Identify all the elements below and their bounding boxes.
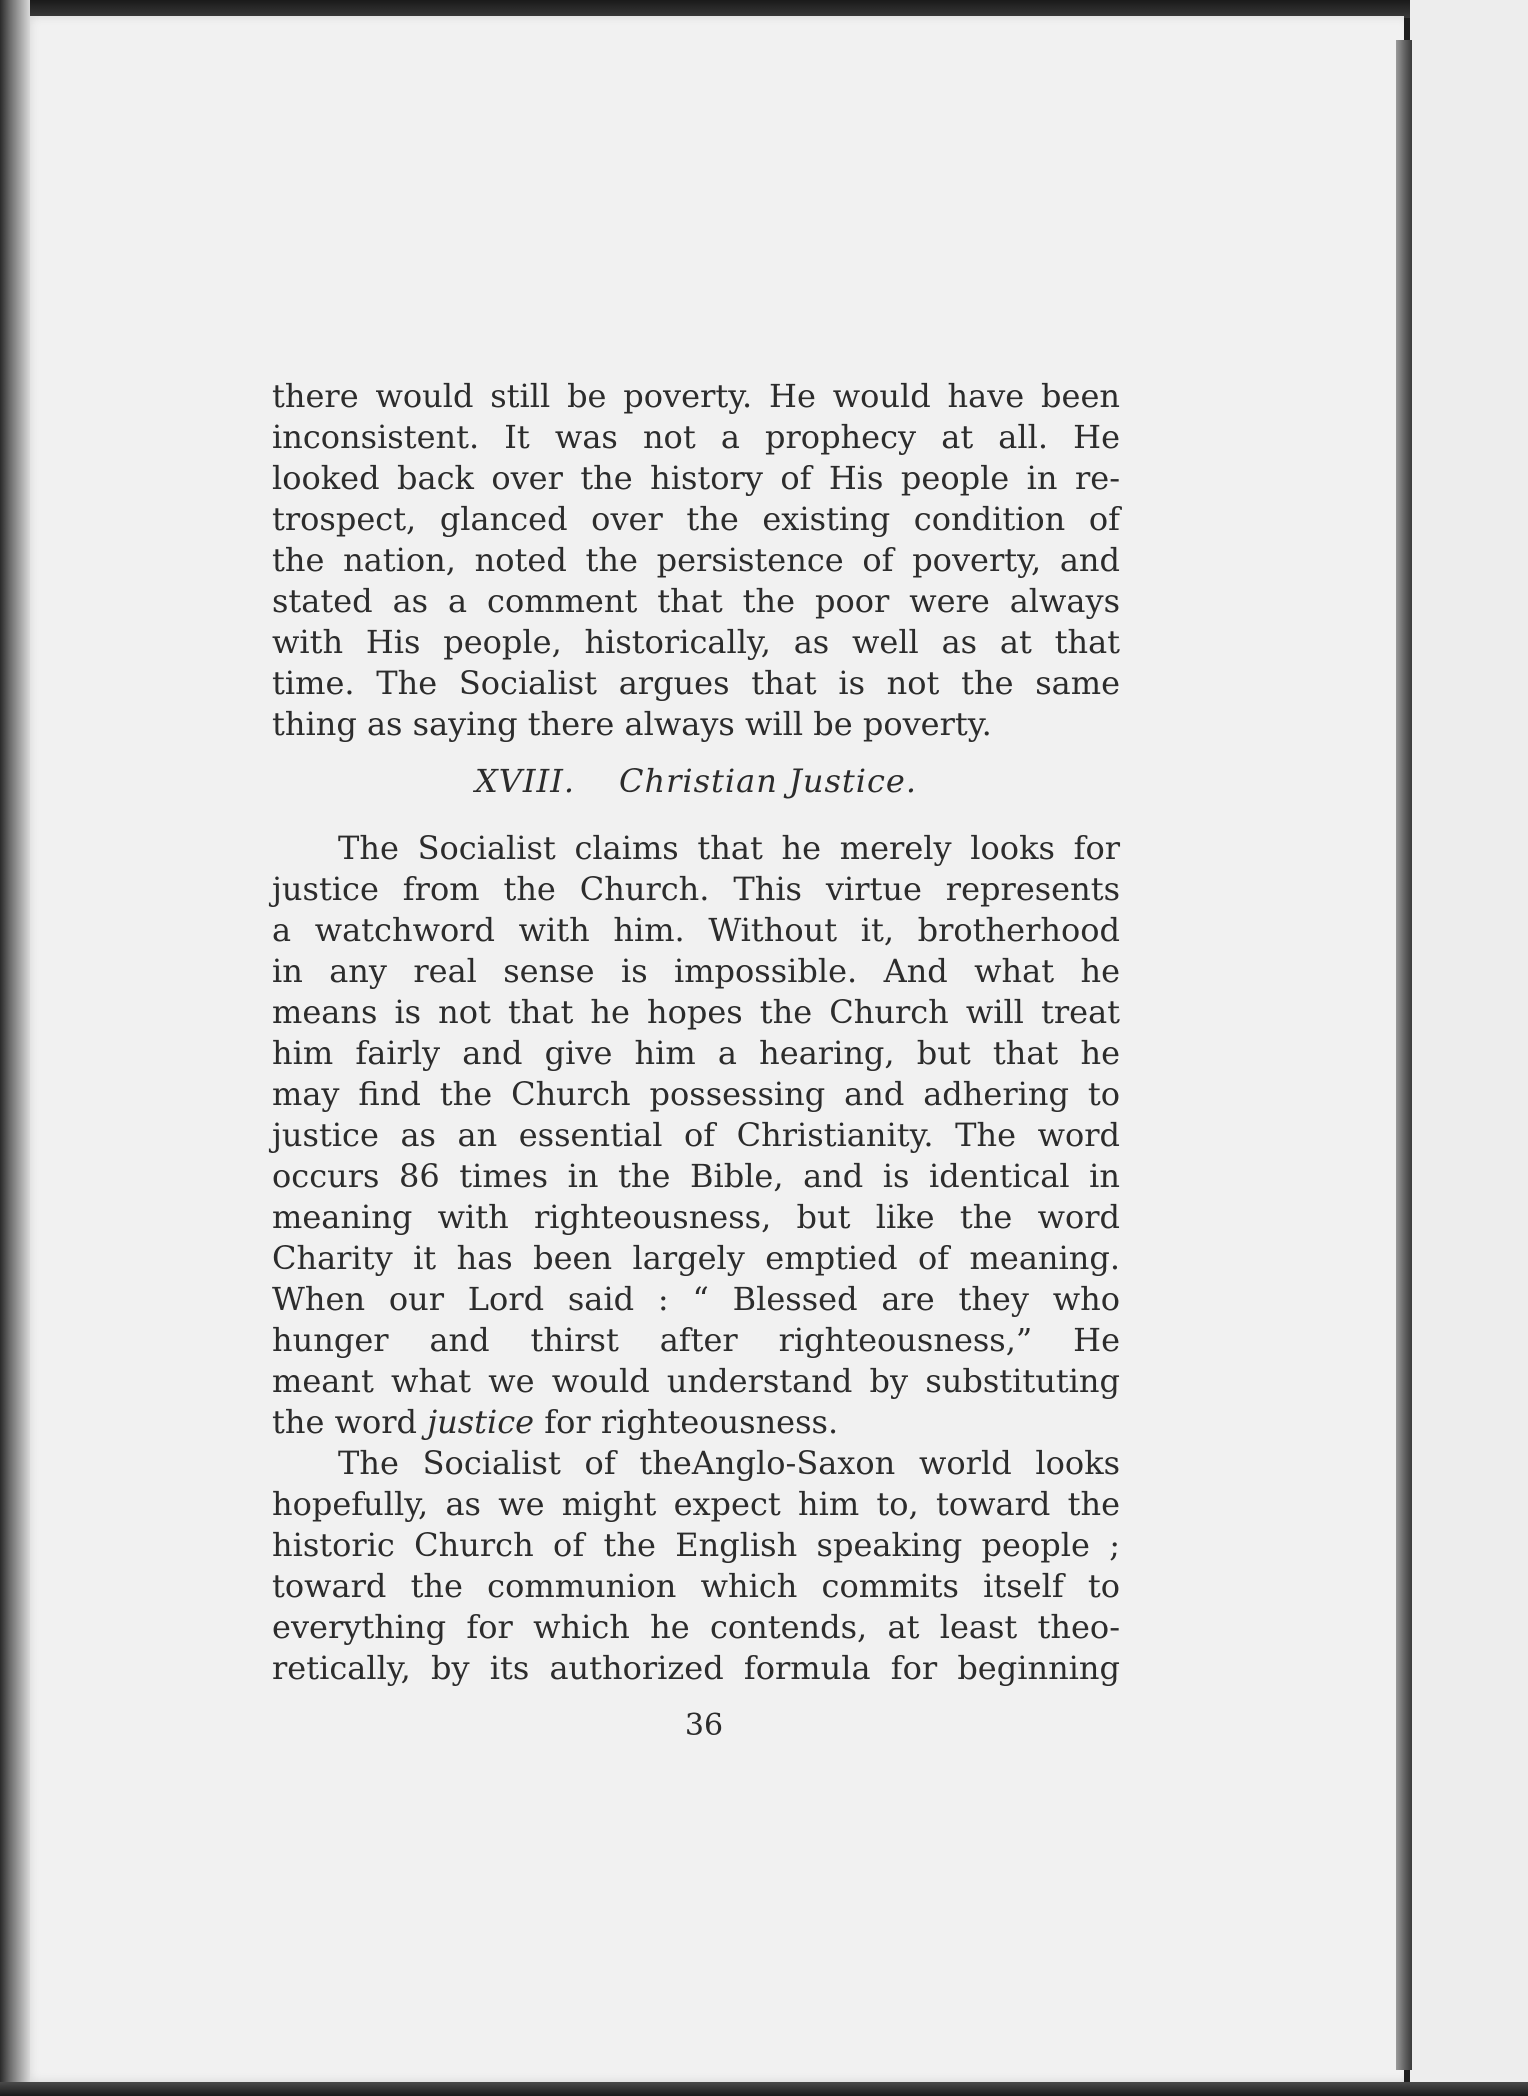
text-line: stated as a comment that the poor were always [272,582,1120,620]
text-fragment: for righteousness. [534,1403,839,1441]
text-line [272,1402,1120,1443]
text-line: thing as saying there always will be poverty. [272,705,992,743]
text-line: with His people, historically, as well as at that [272,623,1120,661]
text-line: toward the communion which commits itself to [272,1567,1120,1605]
text-fragment: the word [272,1403,428,1441]
text-line: hunger and thirst after righteousness,” He [272,1321,1120,1359]
text-line: meant what we would understand by substituting [272,1362,1120,1400]
text-line: The Socialist claims that he merely looks for [338,829,1120,867]
italic-word: justice [427,1403,535,1441]
text-line: the nation, noted the persistence of poverty, and [272,541,1120,579]
text-line: everything for which he contends, at least theo- [272,1608,1120,1646]
page-number-text: 36 [684,1708,724,1743]
paragraph-3 [272,1443,1120,1689]
text-line: trospect, glanced over the existing condition of [272,500,1120,538]
section-number: XVIII. [475,762,575,800]
text-line: means is not that he hopes the Church will treat [272,993,1120,1031]
paragraph-2 [272,828,1120,1443]
text-line: in any real sense is impossible. And what he [272,952,1120,990]
page-text [272,376,1120,1689]
text-line: may find the Church possessing and adhering to [272,1075,1120,1113]
page-number [0,1708,1528,1743]
text-line: hopefully, as we might expect him to, toward the [272,1485,1120,1523]
text-line: a watchword with him. Without it, brotherhood [272,911,1120,949]
text-line: The Socialist of theAnglo-Saxon world looks [338,1444,1120,1482]
text-line: justice from the Church. This virtue represents [272,870,1120,908]
left-page-edge [0,0,30,2096]
text-line: retically, by its authorized formula for beginning [272,1649,1120,1687]
text-line: historic Church of the English speaking people ; [272,1526,1120,1564]
text-line: time. The Socialist argues that is not the same [272,664,1120,702]
paragraph-1 [272,376,1120,745]
text-line: there would still be poverty. He would have been [272,377,1120,415]
text-line: meaning with righteousness, but like the word [272,1198,1120,1236]
text-line: looked back over the history of His people in re- [272,459,1120,497]
bottom-edge [0,2082,1528,2096]
text-line: Charity it has been largely emptied of meaning. [272,1239,1120,1277]
facing-page-edge [1410,0,1528,2096]
section-heading [272,761,1120,802]
text-line: him fairly and give him a hearing, but that he [272,1034,1120,1072]
text-line: justice as an essential of Christianity. The word [272,1116,1120,1154]
text-line: inconsistent. It was not a prophecy at all. He [272,418,1120,456]
text-line: occurs 86 times in the Bible, and is identical in [272,1157,1120,1195]
section-title: Christian Justice. [619,762,917,800]
page-gutter [1396,40,1412,2070]
text-line: When our Lord said : “ Blessed are they who [272,1280,1120,1318]
